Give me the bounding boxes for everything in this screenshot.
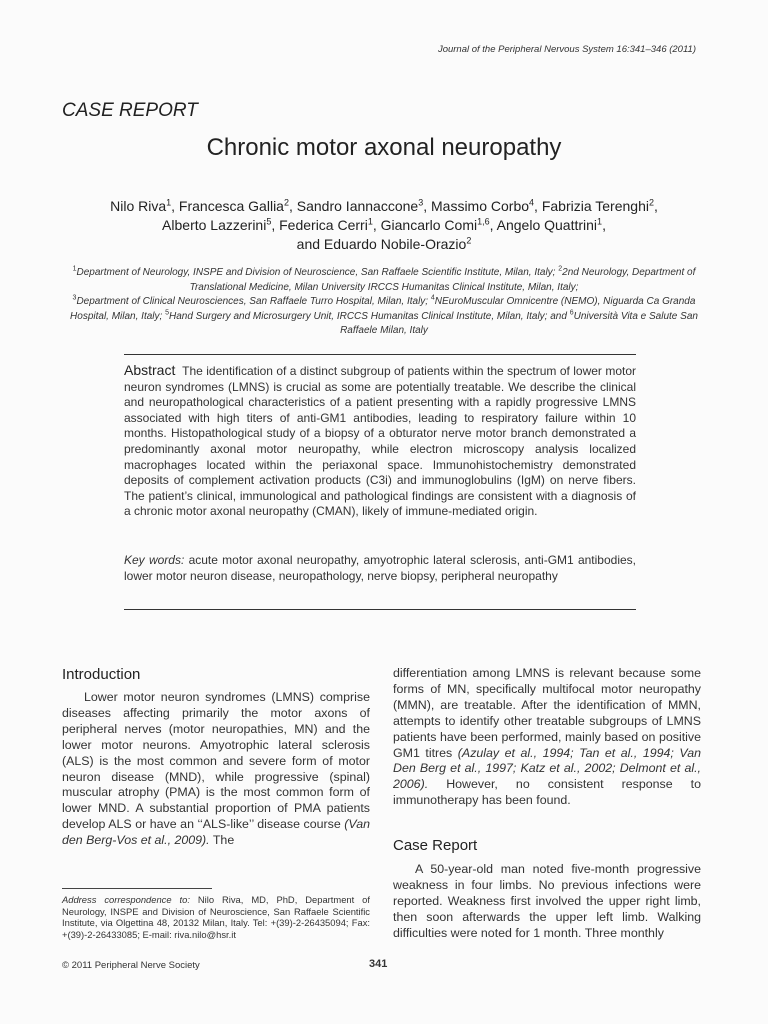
citation: (Azulay et al., 1994; Tan et al., 1994; Van Den Berg et al., 1997; Katz et al., 2002; Delmont et al., 2006). [393, 745, 701, 792]
article-type-label: CASE REPORT [62, 100, 198, 121]
abstract-top-rule [124, 354, 636, 355]
correspondence-text: Nilo Riva, MD, PhD, Department of Neurology, INSPE and Division of Neuroscience, San Raffaele Scientific Institute, via Olgettina 48, 20132 Milan, Italy. Tel: +(39)-2-26435094; Fax: +(39)-2-26433085; E-mail: riva.nilo@hsr.it [62, 894, 370, 941]
author-list: Nilo Riva$^1$, Francesca Gallia$^2$, Sandro Iannaccone$^3$, Massimo Corbo$^4$, Fabrizia Terenghi$^2$, Alberto Lazzerini$^5$, Federica Cerri$^1$, Giancarlo Comi$^{1,6}$, Angelo Quattrini$^1$, and Eduardo Nobile-Orazio$^2$ [110, 197, 658, 252]
author: Angelo Quattrini$^1$ [496, 216, 603, 233]
affiliation: NEuroMuscular Omnicentre (NEMO), Niguarda Ca Granda Hospital, Milan, Italy; [70, 296, 696, 322]
article-title: Chronic motor axonal neuropathy [206, 134, 562, 161]
journal-citation: Journal of the Peripheral Nervous System 16:341–346 (2011) [437, 44, 696, 55]
author: Federica Cerri$^1$ [279, 216, 373, 233]
abstract-text: The identification of a distinct subgroup of patients within the spectrum of lower motor neuron syndromes (LMNS) is crucial as some are potentially treatable. We describe the clinical and neuropathological characteristics of a patient presenting with a rapidly progressive LMNS associated with high titers of anti-GM1 antibodies, leading to respiratory failure within 10 months. Histopathological study of a biopsy of a obturator nerve motor branch demonstrated a predominantly axonal motor neuropathy, while electron microscopy analysis localized macrophages located within the periaxonal space. Immunohistochemistry demonstrated deposits of complement activation products (C3i) and immunoglobulins (IgM) on nerve fibers. The patient’s clinical, immunological and pathological findings are consistent with a diagnosis of a chronic motor axonal neuropathy (CMAN), likely of immune-mediated origin. [124, 364, 636, 519]
author: Fabrizia Terenghi$^2$ [541, 197, 654, 214]
affiliations: $^1$Department of Neurology, INSPE and Division of Neuroscience, San Raffaele Scientific Institute, Milan, Italy; $^2$2nd Neurology, Department of Translational Medicine, Milan University IRCCS Humanitas Clinical Institute, Milan, Italy; $^3$Department of Clinical Neurosciences, San Raffaele Turro Hospital, Milan, Italy; $^4$NEuroMuscular Omnicentre (NEMO), Niguarda Ca Granda Hospital, Milan, Italy; $^5$Hand Surgery and Microsurgery Unit, IRCCS Humanitas Clinical Institute, Milan, Italy; and $^6$Università Vita e Salute San Raffaele Milan, Italy [70, 265, 698, 337]
case-report-body: A 50-year-old man noted five-month progressive weakness in four limbs. No previous infections were reported. Weakness first involved the upper right limb, then soon afterwards the upper left limb. Walking difficulties were noted for 1 month. Three monthly [393, 862, 701, 940]
right-column-paragraph: differentiation among LMNS is relevant because some forms of MN, specifically multifocal motor neuropathy (MMN), are treatable. After the identification of MMN, attempts to identify other treatable subgroups of LMNS patients have been performed, mainly based on positive GM1 titres (Azulay et al., 1994; Tan et al., 1994; Van Den Berg et al., 1997; Katz et al., 2002; Delmont et al., 2006). However, no consistent response to immunotherapy has been found. [393, 666, 702, 808]
introduction-heading: Introduction [62, 666, 141, 683]
correspondence-note [62, 894, 370, 941]
introduction-body: Lower motor neuron syndromes (LMNS) comprise diseases affecting primarily the motor axons of peripheral nerves (motor neuropathies, MN) and the lower motor neurons. Amyotrophic lateral sclerosis (ALS) is the most common and severe form of motor neuron disease (MND), while progressive (spinal) muscular atrophy (PMA) is the most common form of lower MND. A substantial proportion of PMA patients develop ALS or have an ‘‘ALS-like’’ disease course (Van den Berg-Vos et al., 2009). The [62, 690, 370, 848]
abstract-bottom-rule [124, 609, 636, 610]
keywords-text: acute motor axonal neuropathy, amyotrophic lateral sclerosis, anti-GM1 antibodies, lower motor neuron disease, neuropathology, nerve biopsy, peripheral neuropathy [124, 553, 636, 583]
author: Francesca Gallia$^2$ [178, 197, 289, 214]
author: Alberto Lazzerini$^5$ [162, 216, 272, 233]
author: Eduardo Nobile-Orazio$^2$ [323, 235, 472, 252]
author: Giancarlo Comi$^{1,6}$ [380, 216, 490, 233]
affiliation: Hand Surgery and Microsurgery Unit, IRCCS Humanitas Clinical Institute, Milan, Italy; and [168, 310, 567, 322]
affiliation: Department of Neurology, INSPE and Division of Neuroscience, San Raffaele Scientific Institute, Milan, Italy; [76, 267, 556, 278]
author: Massimo Corbo$^4$ [431, 197, 535, 214]
affiliation: 2nd Neurology, Department of Translational Medicine, Milan University IRCCS Humanitas Clinical Institute, Milan, Italy; [189, 267, 696, 293]
author: Sandro Iannaccone$^3$ [296, 197, 424, 214]
keywords-label: Key words: [124, 553, 185, 567]
copyright: © 2011 Peripheral Nerve Society [62, 960, 200, 971]
authors-conjunction: and [296, 236, 321, 252]
abstract-label: Abstract [124, 362, 176, 378]
keywords [124, 553, 636, 584]
author: Nilo Riva$^1$ [110, 197, 172, 214]
page-number: 341 [369, 958, 388, 970]
abstract [124, 363, 636, 520]
citation: (Van den Berg-Vos et al., 2009). [62, 817, 370, 848]
affiliation: Department of Clinical Neurosciences, San Raffaele Turro Hospital, Milan, Italy; [76, 296, 429, 308]
affiliation: Università Vita e Salute San Raffaele Milan, Italy [340, 310, 698, 337]
correspondence-label: Address correspondence to: [62, 894, 190, 905]
footnote-rule [62, 888, 212, 889]
case-report-heading: Case Report [393, 837, 478, 854]
